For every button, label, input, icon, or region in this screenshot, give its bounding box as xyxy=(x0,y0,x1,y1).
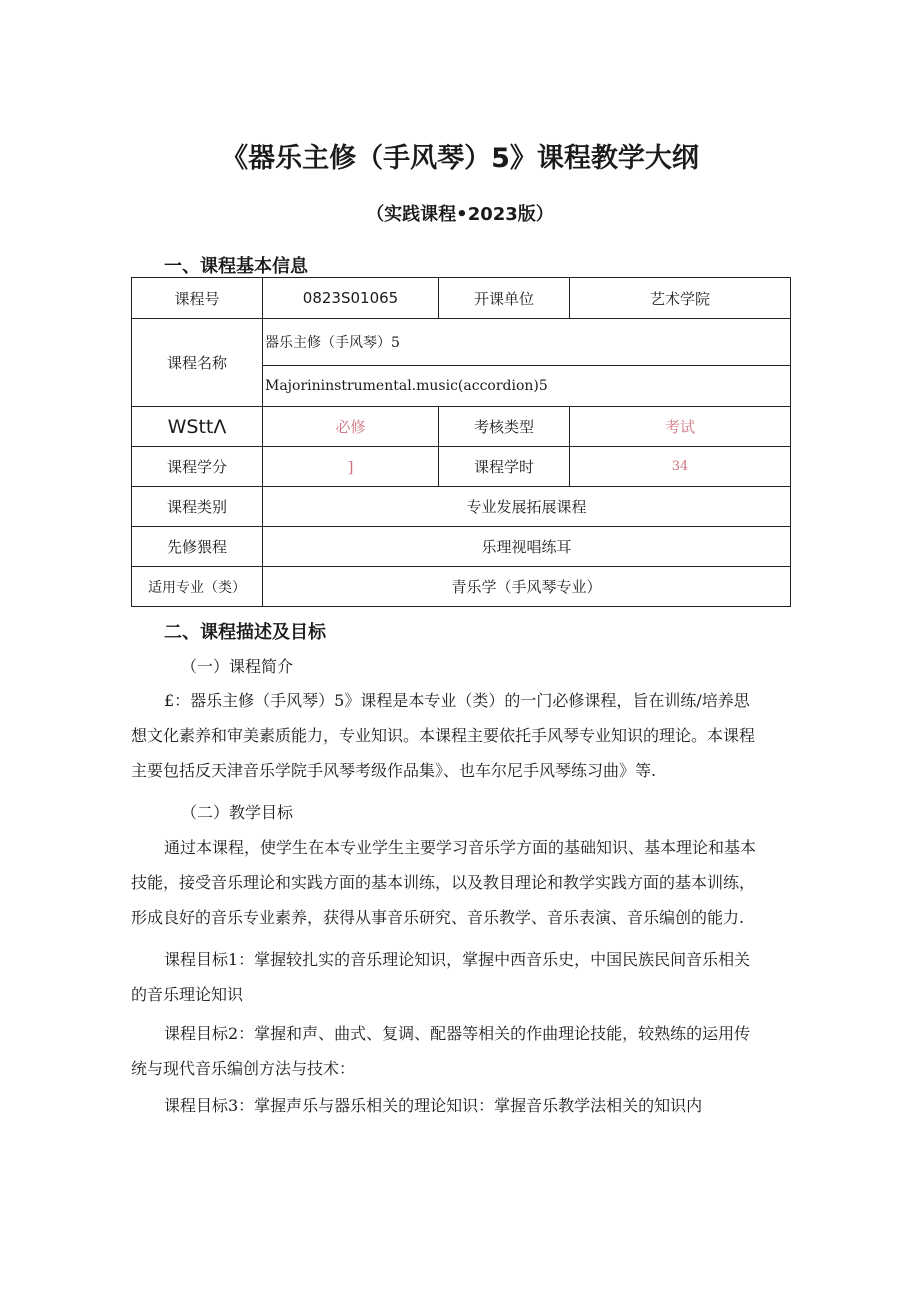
credit-value: ] xyxy=(263,447,439,487)
table-row xyxy=(132,527,791,567)
goal-1-line: 的音乐理论知识 xyxy=(131,985,244,1004)
intro-paragraph xyxy=(131,683,791,788)
table-row xyxy=(132,487,791,527)
prereq-value: 乐理视唱练耳 xyxy=(263,527,791,567)
table-row xyxy=(132,407,791,447)
course-info-table xyxy=(131,277,791,607)
intro-line: 主要包括反天津音乐学院手风琴考级作品集》、也车尔尼手风琴练习曲》等. xyxy=(131,761,657,780)
goals-intro-line: 形成良好的音乐专业素养，获得从事音乐研究、音乐教学、音乐表演、音乐编创的能力. xyxy=(131,908,745,927)
goal-1-paragraph xyxy=(131,942,791,1012)
course-no-value: 0823S01065 xyxy=(263,278,439,319)
credit-label: 课程学分 xyxy=(132,447,263,487)
table-row xyxy=(132,567,791,607)
course-name-en: Majorininstrumental.music(accordion)5 xyxy=(263,366,791,407)
goal-2-line: 课程目标2：掌握和声、曲式、复调、配器等相关的作曲理论技能，较熟练的运用传 xyxy=(164,1024,751,1043)
exam-type-value: 考试 xyxy=(570,407,791,447)
table-row xyxy=(132,319,791,366)
major-label: 适用专业（类） xyxy=(132,567,263,607)
course-no-label: 课程号 xyxy=(132,278,263,319)
category-label: 课程类别 xyxy=(132,487,263,527)
hours-value: 34 xyxy=(570,447,791,487)
course-name-label: 课程名称 xyxy=(132,319,263,407)
course-nature-label: WSttΛ xyxy=(132,407,263,447)
course-name-cn: 器乐主修（手风琴）5 xyxy=(263,319,791,366)
intro-heading: （一）课程简介 xyxy=(181,657,294,676)
goal-3-paragraph xyxy=(131,1088,791,1123)
goal-2-line: 统与现代音乐编创方法与技术： xyxy=(131,1059,356,1078)
goals-heading: （二）教学目标 xyxy=(181,803,294,822)
document-title: 《器乐主修（手风琴）5》课程教学大纲 xyxy=(221,143,699,174)
goals-intro-paragraph xyxy=(131,830,791,935)
table-row xyxy=(132,278,791,319)
document-subtitle: （实践课程•2023版） xyxy=(366,204,554,225)
major-value: 青乐学（手风琴专业） xyxy=(263,567,791,607)
category-value: 专业发展拓展课程 xyxy=(263,487,791,527)
dept-value: 艺术学院 xyxy=(570,278,791,319)
intro-line: £：器乐主修（手风琴）5》课程是本专业（类）的一门必修课程，旨在训练/培养思 xyxy=(164,691,750,710)
exam-type-label: 考核类型 xyxy=(439,407,570,447)
goals-intro-line: 技能，接受音乐理论和实践方面的基本训练，以及教目理论和教学实践方面的基本训练， xyxy=(131,873,756,892)
goals-intro-line: 通过本课程，使学生在本专业学生主要学习音乐学方面的基础知识、基本理论和基本 xyxy=(164,838,757,857)
table-row xyxy=(132,447,791,487)
hours-label: 课程学时 xyxy=(439,447,570,487)
section-heading-description: 二、课程描述及目标 xyxy=(164,622,326,643)
section-heading-basic-info: 一、课程基本信息 xyxy=(164,256,308,277)
course-nature-value: 必修 xyxy=(263,407,439,447)
goal-2-paragraph xyxy=(131,1016,791,1086)
dept-label: 开课单位 xyxy=(439,278,570,319)
goal-1-line: 课程目标1：掌握较扎实的音乐理论知识，掌握中西音乐史，中国民族民间音乐相关 xyxy=(164,950,751,969)
intro-line: 想文化素养和审美素质能力，专业知识。本课程主要依托手风琴专业知识的理论。本课程 xyxy=(131,726,756,745)
prereq-label: 先修猥程 xyxy=(132,527,263,567)
goal-3-line: 课程目标3：掌握声乐与器乐相关的理论知识：掌握音乐教学法相关的知识内 xyxy=(164,1096,703,1115)
